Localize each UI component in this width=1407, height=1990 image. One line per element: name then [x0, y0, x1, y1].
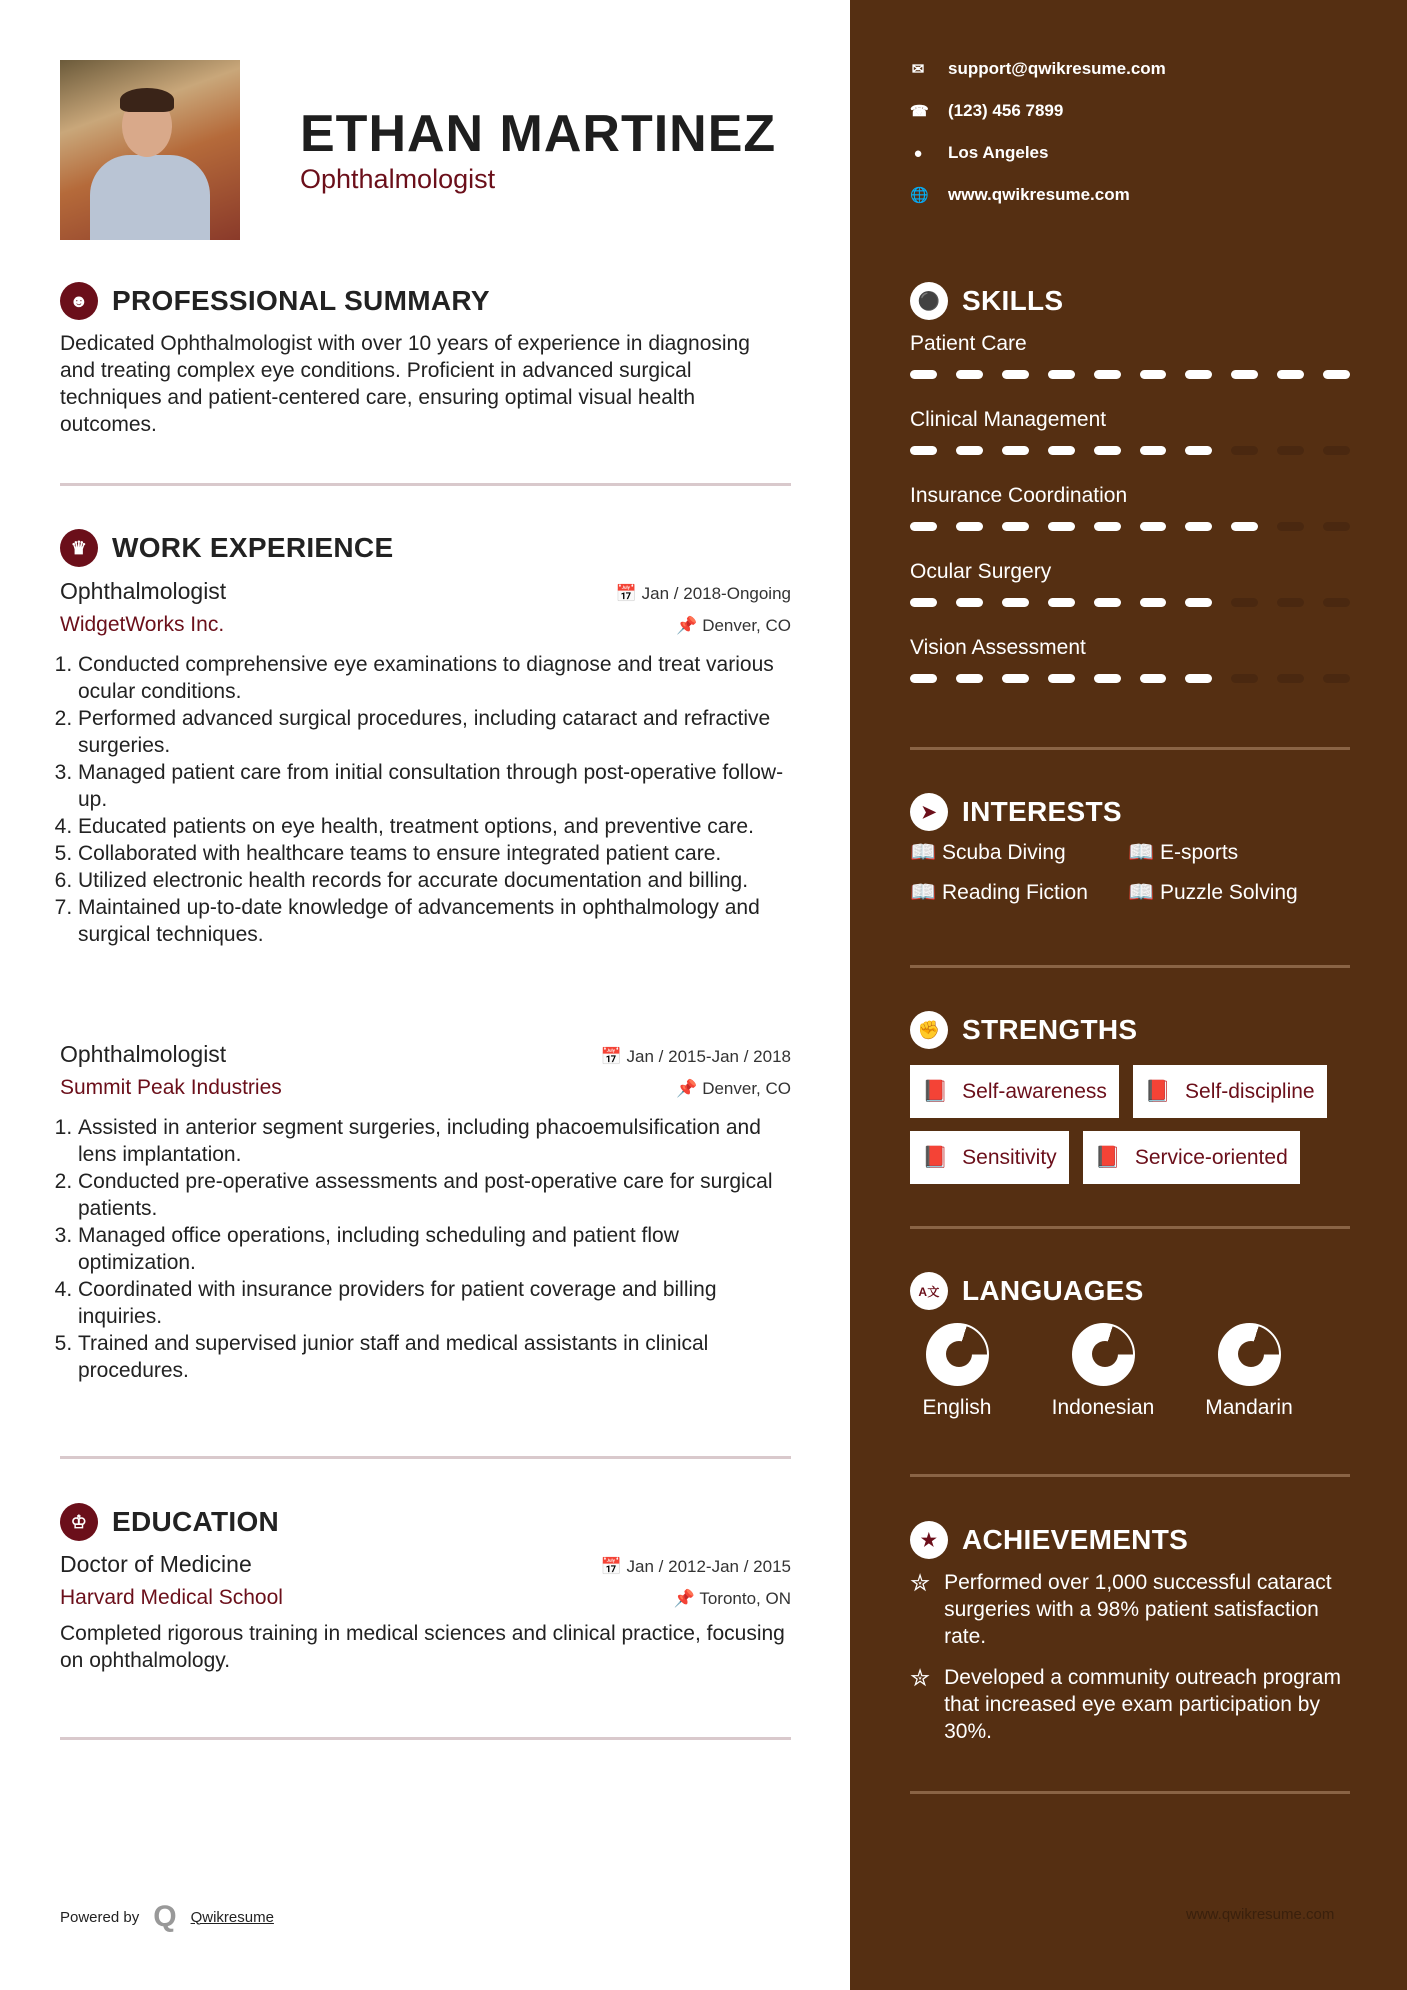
language-level-donut [1218, 1323, 1281, 1386]
bullet: 3. Managed office operations, including scheduling and patient flow optimization. [78, 1222, 791, 1276]
skill-dot [1094, 370, 1121, 379]
job-entry [60, 1041, 791, 1384]
interest-item [910, 881, 1128, 905]
interest-text: E-sports [1160, 841, 1239, 864]
skill-dot [956, 370, 983, 379]
skills-list [910, 332, 1350, 712]
candidate-title: Ophthalmologist [300, 164, 496, 194]
job-dates: Jan / 2015-Jan / 2018 [626, 1047, 791, 1066]
strength-text: Service-oriented [1134, 1145, 1288, 1169]
bullet: 7. Maintained up-to-date knowledge of advancements in ophthalmology and surgical techniques. [78, 894, 791, 948]
map-pin-icon: ● [913, 144, 923, 162]
skill-dot [956, 674, 983, 683]
book-icon: 📖 [910, 881, 937, 904]
skill-dot [1048, 370, 1075, 379]
skill-dot [1002, 674, 1029, 683]
skill-dot [1277, 370, 1304, 379]
education-text: Completed rigorous training in medical sciences and clinical practice, focusing on ophthalmology. [60, 1622, 785, 1672]
school: Harvard Medical School [60, 1586, 283, 1609]
bullet: 1. Assisted in anterior segment surgeries, including phacoemulsification and lens implantation. [78, 1114, 791, 1168]
heading-text: WORK EXPERIENCE [112, 532, 394, 563]
strength-text: Self-awareness [962, 1079, 1107, 1103]
skill-dot [1277, 522, 1304, 531]
powered-by [60, 1900, 274, 1934]
skill-level-bar [910, 598, 1350, 607]
bullet: 4. Educated patients on eye health, treatment options, and preventive care. [78, 813, 791, 840]
bullet: 2. Conducted pre-operative assessments and post-operative care for surgical patients. [78, 1168, 791, 1222]
skill-name: Clinical Management [910, 408, 1107, 431]
job-role: Ophthalmologist [60, 578, 227, 604]
pin-icon: 📌 [673, 1589, 695, 1608]
bullet: 5. Trained and supervised junior staff and medical assistants in clinical procedures. [78, 1330, 791, 1384]
divider [910, 1474, 1350, 1477]
skill-dot [1140, 522, 1167, 531]
contact-text: Los Angeles [948, 143, 1049, 162]
shooting-star-icon: ✮ [910, 1570, 931, 1597]
achievement-text: Performed over 1,000 successful cataract surgeries with a 98% patient satisfaction rate. [944, 1571, 1332, 1648]
lightbulb-icon: ⚫ [910, 282, 948, 320]
skill-dot [1140, 446, 1167, 455]
strength-text: Sensitivity [962, 1145, 1057, 1169]
contact-text: (123) 456 7899 [948, 101, 1064, 120]
strengths-list [910, 1065, 1350, 1184]
heading-text: SKILLS [962, 285, 1064, 316]
skill-level-bar [910, 522, 1350, 531]
qwikresume-link[interactable]: Qwikresume [190, 1908, 274, 1926]
job-bullets [60, 1114, 791, 1384]
skill-dot [1048, 674, 1075, 683]
skill-dot [1231, 370, 1258, 379]
skill-dot [1002, 370, 1029, 379]
divider [910, 965, 1350, 968]
language-level-donut [1072, 1323, 1135, 1386]
divider [60, 1737, 791, 1740]
job-location: Denver, CO [702, 1079, 791, 1098]
paper-plane-icon: ➤ [910, 793, 948, 831]
skill-dot [910, 370, 937, 379]
summary-text: Dedicated Ophthalmologist with over 10 years of experience in diagnosing and treating complex eye conditions. Proficient in advanced surgical techniques and patient-centered care, ensuring optimal visual health outcomes. [60, 332, 750, 436]
degree: Doctor of Medicine [60, 1551, 252, 1577]
strength-text: Self-discipline [1185, 1079, 1315, 1103]
skill-dot [1323, 370, 1350, 379]
contact-text: support@qwikresume.com [948, 59, 1166, 78]
interest-text: Reading Fiction [942, 881, 1088, 904]
pin-icon: 📌 [676, 1079, 698, 1098]
skill-dot [1277, 598, 1304, 607]
contact-list [910, 57, 1166, 207]
contact-location [910, 141, 1166, 165]
bullet: 3. Managed patient care from initial consultation through post-operative follow-up. [78, 759, 791, 813]
skill-dot [1323, 598, 1350, 607]
skill-item [910, 408, 1350, 484]
interests-list [910, 841, 1328, 905]
interest-item [1128, 881, 1328, 905]
skill-dot [1277, 674, 1304, 683]
skill-dot [1323, 674, 1350, 683]
divider [60, 1456, 791, 1459]
profile-photo [60, 60, 240, 240]
skill-dot [1185, 446, 1212, 455]
language-item [1194, 1323, 1304, 1420]
experience-heading [60, 529, 393, 567]
book-icon: 📕 [922, 1079, 949, 1103]
book-icon: 📕 [922, 1145, 949, 1169]
calendar-icon: 📅 [615, 584, 637, 603]
skill-dot [1231, 674, 1258, 683]
education-entry [60, 1551, 791, 1674]
strength-chip [910, 1131, 1069, 1184]
job-role: Ophthalmologist [60, 1041, 227, 1067]
language-name: Indonesian [1051, 1396, 1155, 1419]
skill-dot [1048, 522, 1075, 531]
skill-dot [910, 522, 937, 531]
interests-heading [910, 793, 1122, 831]
skill-dot [1094, 674, 1121, 683]
skill-dot [910, 674, 937, 683]
education-heading [60, 1503, 279, 1541]
achievements-list [910, 1569, 1350, 1745]
skill-dot [1185, 598, 1212, 607]
heading-text: STRENGTHS [962, 1014, 1138, 1045]
languages-heading [910, 1272, 1144, 1310]
qwikresume-logo-icon: Q [153, 1900, 177, 1933]
skill-dot [1002, 522, 1029, 531]
job-dates: Jan / 2018-Ongoing [641, 584, 791, 603]
skill-dot [1048, 598, 1075, 607]
skill-dot [1140, 674, 1167, 683]
bullet: 1. Conducted comprehensive eye examinations to diagnose and treat various ocular conditions. [78, 651, 791, 705]
contact-website[interactable] [910, 183, 1166, 207]
graduate-icon: ♔ [60, 1503, 98, 1541]
heading-text: PROFESSIONAL SUMMARY [112, 285, 490, 316]
pin-icon: 📌 [676, 616, 698, 635]
interest-text: Puzzle Solving [1160, 881, 1298, 904]
skill-name: Patient Care [910, 332, 1027, 355]
contact-text: www.qwikresume.com [948, 185, 1130, 204]
bullet: 4. Coordinated with insurance providers for patient coverage and billing inquiries. [78, 1276, 791, 1330]
translate-icon: A文 [910, 1272, 948, 1310]
skill-level-bar [910, 674, 1350, 683]
heading-text: EDUCATION [112, 1506, 280, 1537]
skill-dot [1323, 522, 1350, 531]
skill-dot [1094, 522, 1121, 531]
job-location: Denver, CO [702, 616, 791, 635]
summary-heading [60, 282, 490, 320]
skill-item [910, 484, 1350, 560]
heading-text: INTERESTS [962, 796, 1122, 827]
edu-location: Toronto, ON [699, 1589, 791, 1608]
shooting-star-icon: ✮ [910, 1665, 931, 1692]
globe-icon: 🌐 [910, 187, 929, 204]
skill-dot [1231, 522, 1258, 531]
job-company: Summit Peak Industries [60, 1076, 282, 1099]
star-icon: ★ [910, 1521, 948, 1559]
languages-list [902, 1323, 1304, 1420]
skill-item [910, 636, 1350, 712]
skill-dot [1231, 446, 1258, 455]
skill-dot [1048, 446, 1075, 455]
strength-chip [910, 1065, 1119, 1118]
interest-item [910, 841, 1128, 865]
divider [910, 1791, 1350, 1794]
bullet: 6. Utilized electronic health records for accurate documentation and billing. [78, 867, 791, 894]
skill-level-bar [910, 446, 1350, 455]
divider [910, 1226, 1350, 1229]
candidate-name: ETHAN MARTINEZ [300, 105, 777, 163]
language-name: Mandarin [1205, 1396, 1293, 1419]
interest-item [1128, 841, 1328, 865]
skill-dot [956, 446, 983, 455]
divider [60, 483, 791, 486]
skill-dot [1185, 674, 1212, 683]
skill-name: Insurance Coordination [910, 484, 1128, 507]
fist-icon: ✊ [910, 1011, 948, 1049]
skill-dot [1185, 522, 1212, 531]
user-icon: ☻ [60, 282, 98, 320]
skill-dot [956, 522, 983, 531]
heading-text: ACHIEVEMENTS [962, 1524, 1189, 1555]
book-icon: 📖 [910, 841, 937, 864]
skill-dot [910, 598, 937, 607]
skill-level-bar [910, 370, 1350, 379]
book-icon: 📖 [1128, 841, 1155, 864]
briefcase-icon: ♛ [60, 529, 98, 567]
strengths-heading [910, 1011, 1137, 1049]
skill-dot [1002, 598, 1029, 607]
language-level-donut [926, 1323, 989, 1386]
skill-dot [1094, 446, 1121, 455]
skill-dot [1002, 446, 1029, 455]
skill-name: Ocular Surgery [910, 560, 1052, 583]
envelope-icon: ✉ [911, 61, 925, 78]
bullet: 2. Performed advanced surgical procedures, including cataract and refractive surgeries. [78, 705, 791, 759]
divider [910, 747, 1350, 750]
edu-dates: Jan / 2012-Jan / 2015 [626, 1557, 791, 1576]
contact-phone[interactable] [910, 99, 1166, 123]
skill-dot [1140, 370, 1167, 379]
powered-by-text: Powered by [60, 1908, 140, 1926]
heading-text: LANGUAGES [962, 1275, 1144, 1306]
phone-icon: ☎ [910, 103, 929, 120]
contact-email[interactable] [910, 57, 1166, 81]
achievement-text: Developed a community outreach program that increased eye exam participation by 30%. [944, 1666, 1341, 1743]
skill-dot [1231, 598, 1258, 607]
book-icon: 📕 [1094, 1145, 1121, 1169]
language-item [1048, 1323, 1158, 1420]
strength-chip [1083, 1131, 1300, 1184]
strength-chip [1133, 1065, 1327, 1118]
achievement-item [910, 1664, 1350, 1745]
sidebar [850, 0, 1407, 1990]
book-icon: 📖 [1128, 881, 1155, 904]
skills-heading [910, 282, 1063, 320]
interest-text: Scuba Diving [942, 841, 1066, 864]
skill-dot [1140, 598, 1167, 607]
footer-website: www.qwikresume.com [1186, 1906, 1335, 1923]
job-company: WidgetWorks Inc. [60, 613, 225, 636]
skill-dot [1185, 370, 1212, 379]
skill-item [910, 560, 1350, 636]
calendar-icon: 📅 [600, 1047, 622, 1066]
language-item [902, 1323, 1012, 1420]
skill-dot [910, 446, 937, 455]
achievement-item [910, 1569, 1350, 1650]
skill-dot [956, 598, 983, 607]
skill-item [910, 332, 1350, 408]
calendar-icon: 📅 [600, 1557, 622, 1576]
skill-dot [1277, 446, 1304, 455]
language-name: English [922, 1396, 992, 1419]
skill-dot [1094, 598, 1121, 607]
skill-dot [1323, 446, 1350, 455]
job-entry [60, 578, 791, 948]
job-bullets [60, 651, 791, 948]
achievements-heading [910, 1521, 1188, 1559]
skill-name: Vision Assessment [910, 636, 1086, 659]
bullet: 5. Collaborated with healthcare teams to ensure integrated patient care. [78, 840, 791, 867]
book-icon: 📕 [1144, 1079, 1172, 1103]
